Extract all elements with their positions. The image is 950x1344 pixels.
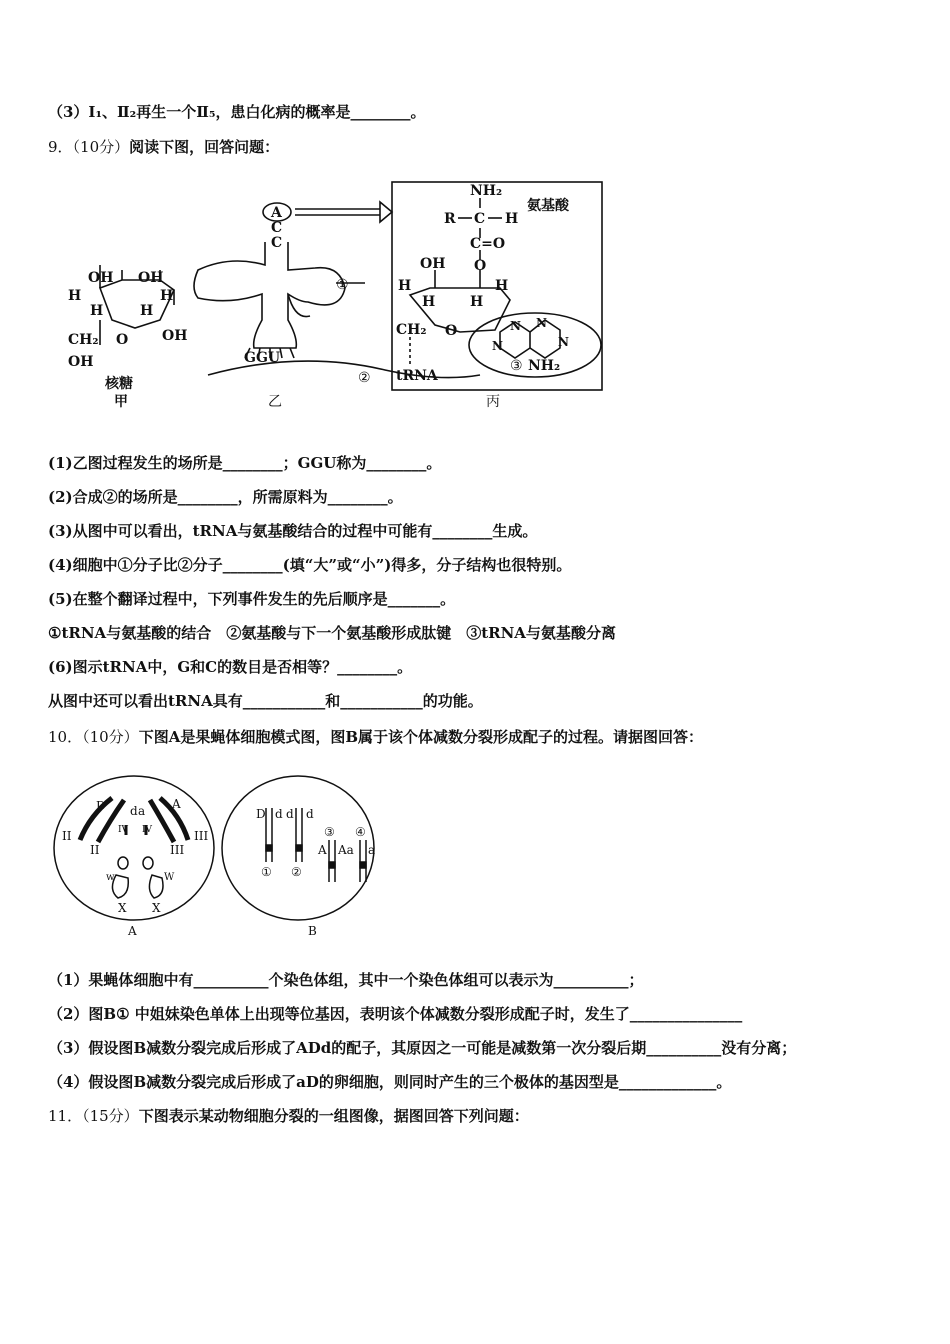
bing-h1: H (398, 278, 412, 294)
bing-o2: O (445, 323, 458, 339)
yi-mark-2: ② (358, 370, 371, 386)
bing-r: R (444, 211, 456, 227)
b-mark-2: ② (291, 865, 302, 879)
a-iv-1: IV (118, 825, 129, 835)
b-d-3: d (306, 807, 314, 821)
jia-h-3: H (140, 303, 154, 319)
b-d-upper: D (256, 807, 266, 821)
q10-figure (50, 770, 390, 940)
b-label: B (308, 924, 317, 938)
q10-sub2: （2）图B① 中姐妹染色单体上出现等位基因，表明该个体减数分裂形成配子时，发生了_______________ (48, 1005, 743, 1023)
q10-sub3: （3）假设图B减数分裂完成后形成了ADd的配子，其原因之一可能是减数第一次分裂后期__________没有分离； (48, 1039, 797, 1057)
bing-n3: N (492, 339, 503, 353)
q10-sub4: （4）假设图B减数分裂完成后形成了aD的卵细胞，则同时产生的三个极体的基因型是_____________。 (48, 1073, 732, 1091)
jia-o: O (116, 332, 129, 348)
bing-n2: N (536, 316, 547, 330)
bing-o1: O (474, 258, 487, 274)
bing-label: 丙 (486, 394, 500, 410)
bing-co: C=O (470, 236, 506, 252)
bing-trna: tRNA (396, 368, 438, 384)
bing-h4: H (495, 278, 509, 294)
a-w-1: w (106, 872, 115, 883)
q11-number: 11．（15分） (48, 1107, 139, 1125)
bing-ch2: CH₂ (396, 322, 427, 338)
bing-n4: N (558, 335, 569, 349)
bing-n1: N (510, 319, 521, 333)
q10-header (48, 727, 703, 747)
a-d-lower: d (130, 804, 138, 818)
jia-ch2: CH₂ (68, 332, 99, 348)
b-mark-3: ③ (324, 825, 335, 839)
q10-header-text: 下图A是果蝇体细胞模式图，图B属于该个体减数分裂形成配子的过程。请据图回答： (138, 728, 704, 746)
q9-figure (40, 170, 610, 420)
yi-anticodon: GGU (244, 350, 281, 366)
b-d-1: d (275, 807, 283, 821)
bing-amino-acid: 氨基酸 (527, 198, 569, 214)
yi-c1: C (271, 220, 283, 236)
bing-mark-3: ③ (510, 358, 523, 374)
b-mark-4: ④ (355, 825, 366, 839)
q9-sub5: (5)在整个翻译过程中，下列事件发生的先后顺序是_______。 (48, 590, 456, 608)
a-iii-2: III (170, 843, 185, 857)
a-label: A (128, 924, 137, 938)
jia-oh-4: OH (68, 354, 94, 370)
yi-c2: C (271, 235, 283, 251)
q11-header-text: 下图表示某动物细胞分裂的一组图像，据图回答下列问题： (138, 1107, 529, 1125)
q9-sub4: (4)细胞中①分子比②分子________(填“大”或“小”)得多，分子结构也很特别。 (48, 556, 572, 574)
bing-h3: H (470, 294, 484, 310)
q10-number: 10．（10分） (48, 728, 139, 746)
a-a-upper: A (172, 797, 181, 811)
q9-header-text: 阅读下图，回答问题： (129, 138, 280, 156)
bing-h2: H (422, 294, 436, 310)
q9-sub7: 从图中还可以看出tRNA具有___________和___________的功能。 (48, 692, 483, 710)
a-x-2: X (152, 901, 161, 915)
bing-nh2: NH₂ (470, 183, 503, 199)
jia-h-2: H (90, 303, 104, 319)
jia-name: 核糖 (105, 376, 133, 392)
q9-sub6: (6)图示tRNA中，G和C的数目是否相等？________。 (48, 658, 413, 676)
cell-a-outline (54, 776, 214, 920)
jia-oh-1: OH (88, 270, 114, 286)
bing-oh: OH (420, 256, 446, 272)
jia-label: 甲 (114, 394, 128, 410)
yi-mark-1: ① (336, 277, 349, 293)
q9-sub5-options: ①tRNA与氨基酸的结合 ②氨基酸与下一个氨基酸形成肽键 ③tRNA与氨基酸分离 (48, 624, 616, 642)
b-aa: Aa (338, 843, 354, 857)
a-a-lower: a (138, 804, 146, 818)
yi-label: 乙 (268, 394, 282, 410)
a-x-1: X (118, 901, 127, 915)
jia-oh-2: OH (138, 270, 164, 286)
q9-sub3: (3)从图中可以看出，tRNA与氨基酸结合的过程中可能有________生成。 (48, 522, 538, 540)
jia-oh-3: OH (162, 328, 188, 344)
q9-sub2: (2)合成②的场所是________，所需原料为________。 (48, 488, 403, 506)
bing-h: H (505, 211, 519, 227)
a-ii-1: II (62, 829, 72, 843)
q9-number: 9．（10分） (48, 138, 130, 156)
jia-h-4: H (160, 288, 174, 304)
bing-c: C (474, 211, 486, 227)
jia-h-1: H (68, 288, 82, 304)
q11-header (48, 1106, 529, 1126)
bing-nh2-base: NH₂ (528, 358, 561, 374)
a-w-2: W (164, 872, 175, 883)
q9-sub1: (1)乙图过程发生的场所是________；GGU称为________。 (48, 454, 442, 472)
b-a-lower: a (368, 843, 376, 857)
q8-part3: （3）Ⅰ₁、Ⅱ₂再生一个Ⅱ₅，患白化病的概率是________。 (48, 103, 426, 121)
a-iv-2: IV (142, 825, 153, 835)
b-d-2: d (286, 807, 294, 821)
a-d-upper: D (96, 799, 106, 813)
q9-header (48, 137, 279, 157)
b-a-upper: A (318, 843, 327, 857)
q10-sub1: （1）果蝇体细胞中有__________个染色体组，其中一个染色体组可以表示为__________； (48, 971, 644, 989)
a-ii-2: II (90, 843, 100, 857)
yi-a: A (271, 205, 282, 221)
a-iii-1: III (194, 829, 209, 843)
b-mark-1: ① (261, 865, 272, 879)
